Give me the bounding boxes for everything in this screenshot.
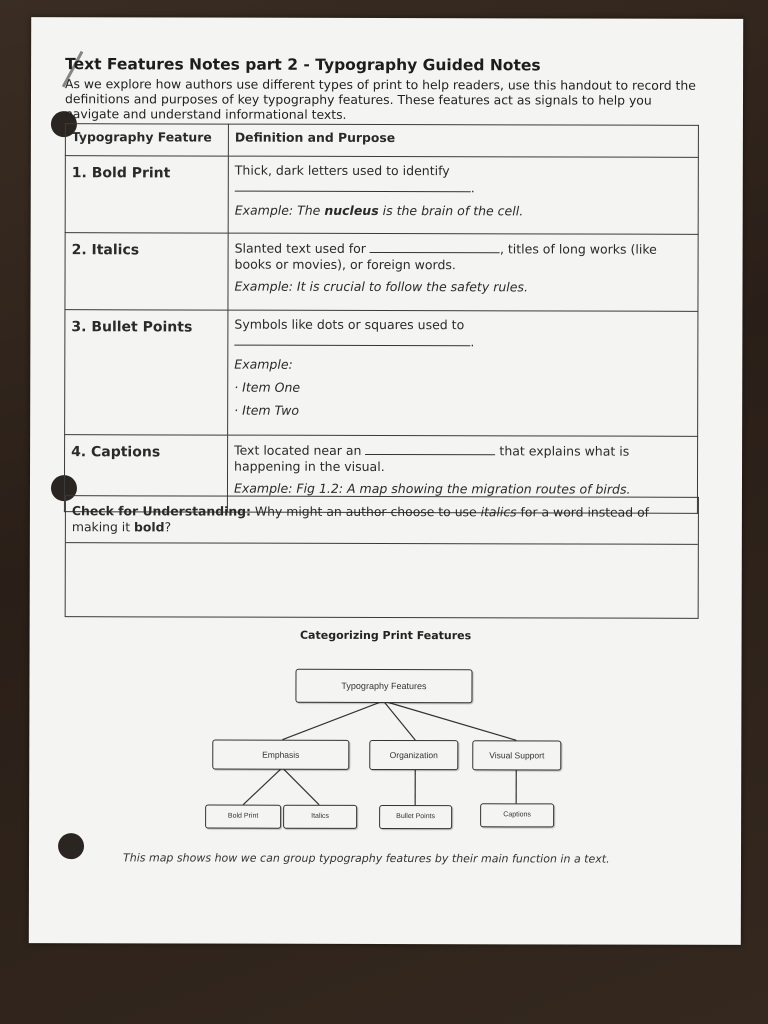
map-node-organization: Organization bbox=[369, 740, 458, 770]
map-node-visual-support: Visual Support bbox=[472, 740, 561, 770]
map-node-root: Typography Features bbox=[295, 669, 472, 703]
example-text: Example: It is crucial to follow the safety rules. bbox=[234, 278, 528, 295]
connector-line bbox=[383, 701, 516, 740]
definition-text: Slanted text used for bbox=[234, 240, 366, 256]
map-leaf-bold-print: Bold Print bbox=[205, 805, 281, 829]
connector-line bbox=[282, 701, 383, 740]
question-text: for a word instead of making it bbox=[71, 504, 650, 535]
header-definition: Definition and Purpose bbox=[228, 124, 698, 157]
example-text: Example: The bbox=[234, 202, 325, 218]
connector-line bbox=[383, 701, 415, 740]
example-bold-word: nucleus bbox=[324, 202, 379, 218]
map-leaf-bullet-points: Bullet Points bbox=[379, 805, 452, 829]
definition-text: , titles of long works (like books or movies), or foreign words. bbox=[234, 241, 657, 273]
map-node-emphasis: Emphasis bbox=[212, 740, 349, 770]
question-bold-word: bold bbox=[134, 519, 165, 535]
definition-end: . bbox=[470, 180, 475, 196]
definition-text: Symbols like dots or squares used to bbox=[234, 316, 465, 333]
map-leaf-italics: Italics bbox=[283, 805, 357, 829]
example-text: Example: Fig 1.2: A map showing the migration routes of birds. bbox=[233, 480, 631, 497]
header-feature: Typography Feature bbox=[65, 124, 228, 156]
definition-text: Thick, dark letters used to identify bbox=[234, 162, 450, 179]
example-text: Example: bbox=[234, 356, 293, 372]
check-label: Check for Understanding: bbox=[71, 503, 252, 519]
question-text: ? bbox=[164, 519, 172, 535]
bullet-item: · Item Two bbox=[234, 402, 300, 418]
definition-text: that explains what is happening in the visual. bbox=[234, 443, 630, 474]
feature-name: 4. Captions bbox=[64, 435, 227, 512]
intro-text: As we explore how authors use different types of print to help readers, use this handout to record the definitions and purposes of key typography features. These features act as signals to help you navigate and understand informational texts. bbox=[64, 76, 696, 122]
bullet-item: · Item One bbox=[234, 379, 301, 395]
connector-line bbox=[243, 768, 282, 805]
map-leaf-captions: Captions bbox=[480, 803, 554, 827]
map-caption: This map shows how we can group typography features by their main function in a text. bbox=[122, 851, 610, 866]
page-title: Text Features Notes part 2 - Typography Guided Notes bbox=[65, 55, 541, 75]
question-text: Why might an author choose to use bbox=[250, 503, 481, 520]
feature-name: 3. Bullet Points bbox=[65, 310, 228, 435]
map-title: Categorizing Print Features bbox=[299, 628, 472, 643]
example-text: is the brain of the cell. bbox=[378, 202, 524, 219]
feature-name: 1. Bold Print bbox=[65, 156, 228, 233]
connector-line bbox=[282, 768, 319, 805]
definition-text: Text located near an bbox=[234, 442, 362, 458]
feature-name: 2. Italics bbox=[65, 233, 228, 310]
definition-end: . bbox=[470, 334, 475, 350]
question-italic-word: italics bbox=[480, 504, 517, 520]
worksheet-page bbox=[29, 17, 743, 945]
